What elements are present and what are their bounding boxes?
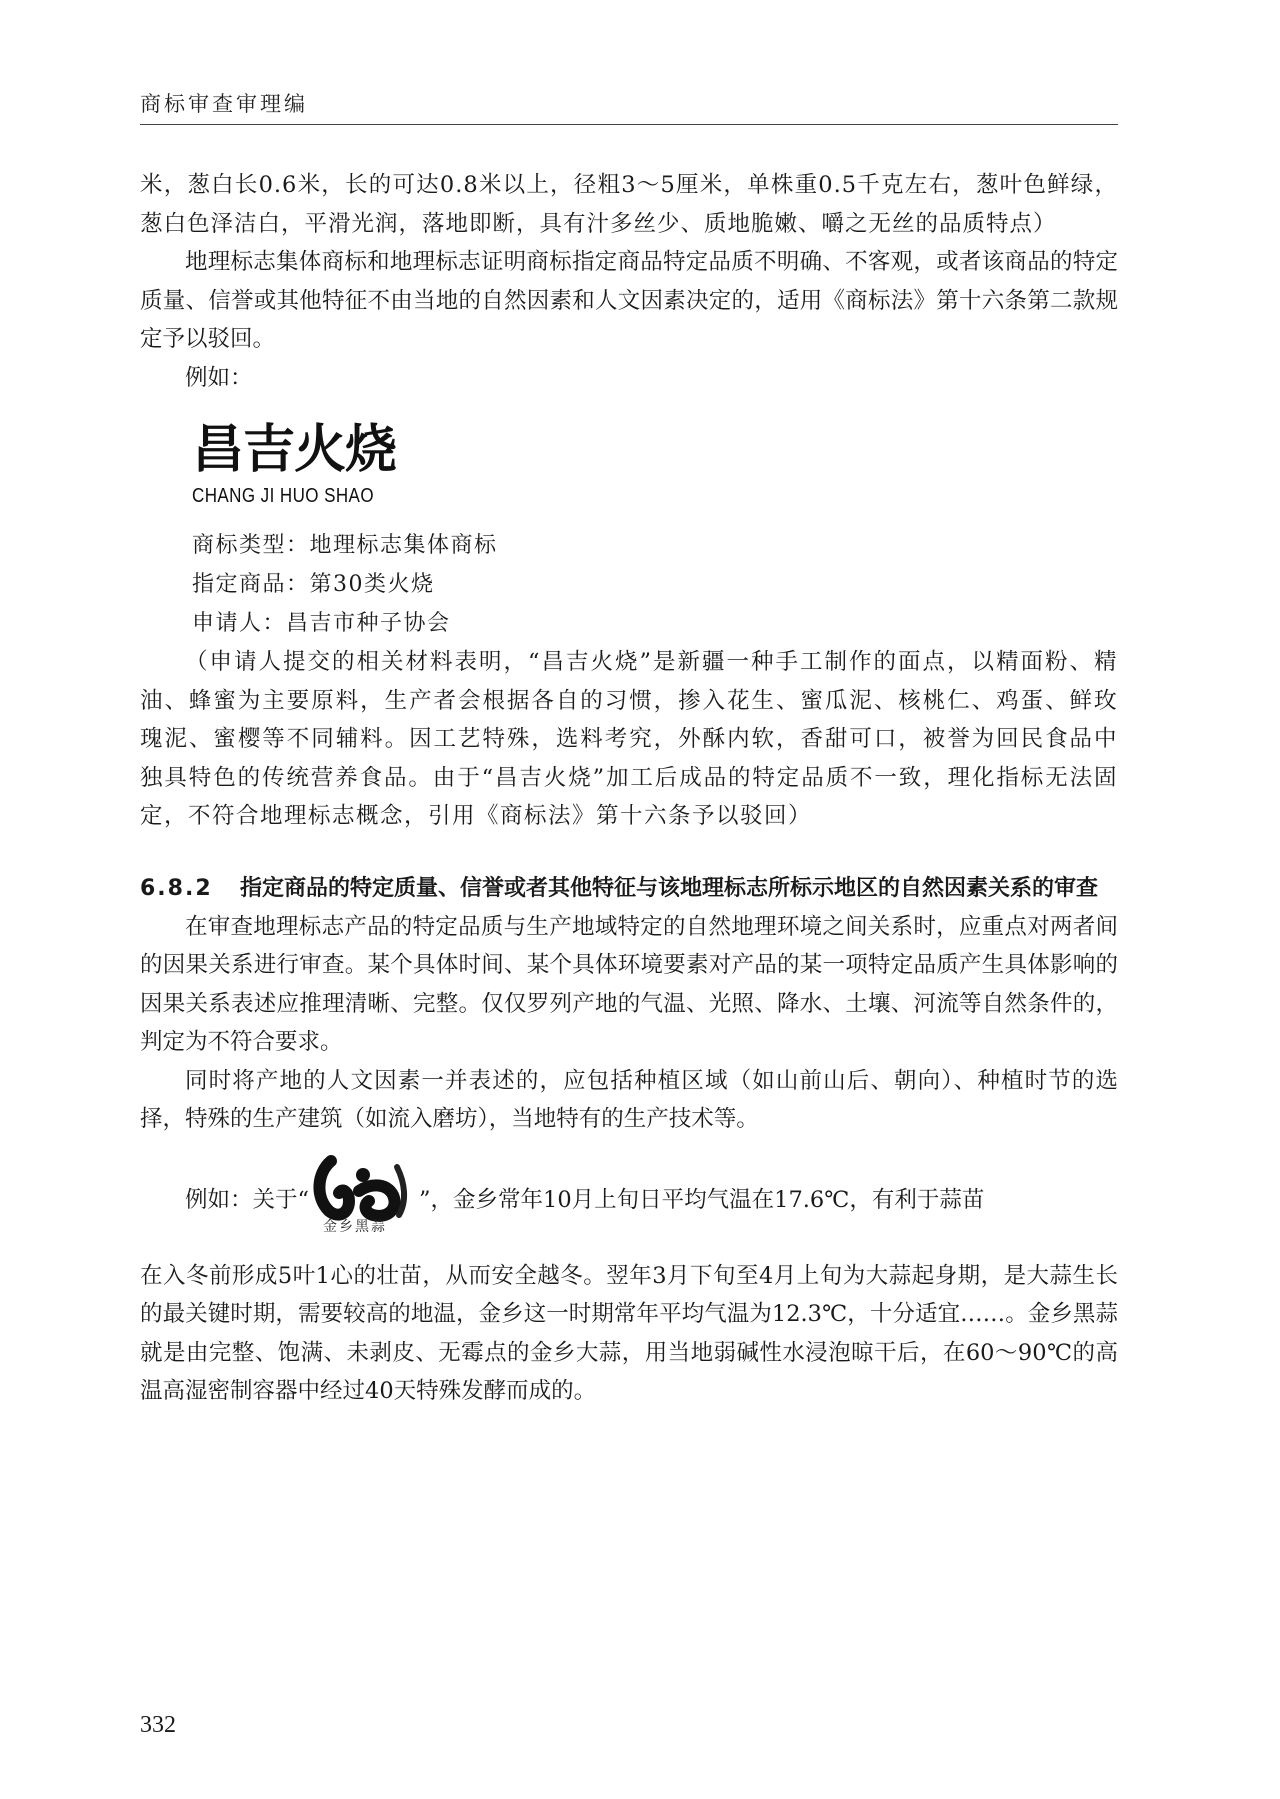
trademark-type: 商标类型：地理标志集体商标 [192, 533, 498, 558]
example-label: 例如： [185, 364, 253, 391]
section-paragraph-1: 在审查地理标志产品的特定品质与生产地域特定的自然地理环境之间关系时，应重点对两者间的因果关系进行审查。某个具体时间、某个具体环境要素对产品的某一项特定品质产生具体影响的因果关系表述应推理清晰、完整。仅仅罗列产地的气温、光照、降水、土壤、河流等自然条件的，判定为不符合要求。 [140, 913, 1118, 1055]
case-explanation: （申请人提交的相关材料表明，“昌吉火烧”是新疆一种手工制作的面点，以精面粉、精油、蜂蜜为主要原料，生产者会根据各自的习惯，掺入花生、蜜瓜泥、核桃仁、鸡蛋、鲜玫瑰泥、蜜樱等不同辅料。因工艺特殊，选料考究，外酥内软，香甜可口，被誉为回民食品中独具特色的传统营养食品。由于“昌吉火烧”加工后成品的特定品质不一致，理化指标无法固定，不符合地理标志概念，引用《商标法》第十六条予以驳回） [140, 649, 1118, 829]
rule-paragraph: 地理标志集体商标和地理标志证明商标指定商品特定品质不明确、不客观，或者该商品的特定质量、信誉或其他特征不由当地的自然因素和人文因素决定的，适用《商标法》第十六条第二款规定予以驳回。 [140, 249, 1118, 352]
example-prefix-text: 例如：关于“ [185, 1186, 310, 1213]
designated-goods: 指定商品：第30类火烧 [192, 572, 435, 597]
changji-huoshao-logo [192, 421, 1118, 508]
continued-paragraph: 米，葱白长0.6米，长的可达0.8米以上，径粗3～5厘米，单株重0.5千克左右，葱叶色鲜绿，葱白色泽洁白，平滑光润，落地即断，具有汁多丝少、质地脆嫩、嚼之无丝的品质特点） [140, 172, 1118, 237]
example-suffix-text: ”，金乡常年10月上旬日平均气温在17.6℃，有利于蒜苗 [419, 1186, 985, 1213]
section-paragraph-2: 同时将产地的人文因素一并表述的，应包括种植区域（如山前山后、朝向）、种植时节的选择，特殊的生产建筑（如流入磨坊），当地特有的生产技术等。 [140, 1067, 1118, 1132]
section-heading [140, 870, 1118, 908]
section-title: 指定商品的特定质量、信誉或者其他特征与该地理标志所标示地区的自然因素关系的审查 [240, 875, 1099, 901]
logo-chinese-text: 昌吉火烧 [192, 420, 397, 480]
case-details [140, 526, 1118, 836]
logo-caption: 金乡黑蒜 [323, 1219, 388, 1235]
example-prefix [185, 1153, 984, 1249]
example-continuation: 在入冬前形成5叶1心的壮苗，从而安全越冬。翌年3月下旬至4月上旬为大蒜起身期，是大蒜生长的最关键时期，需要较高的地温，金乡这一时期常年平均气温为12.3℃，十分适宜……。金乡黑蒜就是由完整、饱满、未剥皮、无霉点的金乡大蒜，用当地弱碱性水浸泡晾干后，在60～90℃的高温高湿密制容器中经过40天特殊发酵而成的。 [140, 1262, 1118, 1404]
header-rule [140, 124, 1118, 125]
jinxiang-example-line [140, 1153, 1118, 1249]
page-content [140, 166, 1118, 1411]
section-number: 6.8.2 [140, 875, 213, 901]
applicant: 申请人：昌吉市种子协会 [192, 611, 451, 636]
logo-pinyin-text: CHANG JI HUO SHAO [192, 485, 374, 507]
page-number: 332 [140, 1712, 176, 1738]
jinxiang-black-garlic-logo [309, 1153, 419, 1249]
running-header: 商标审查审理编 [140, 92, 308, 116]
